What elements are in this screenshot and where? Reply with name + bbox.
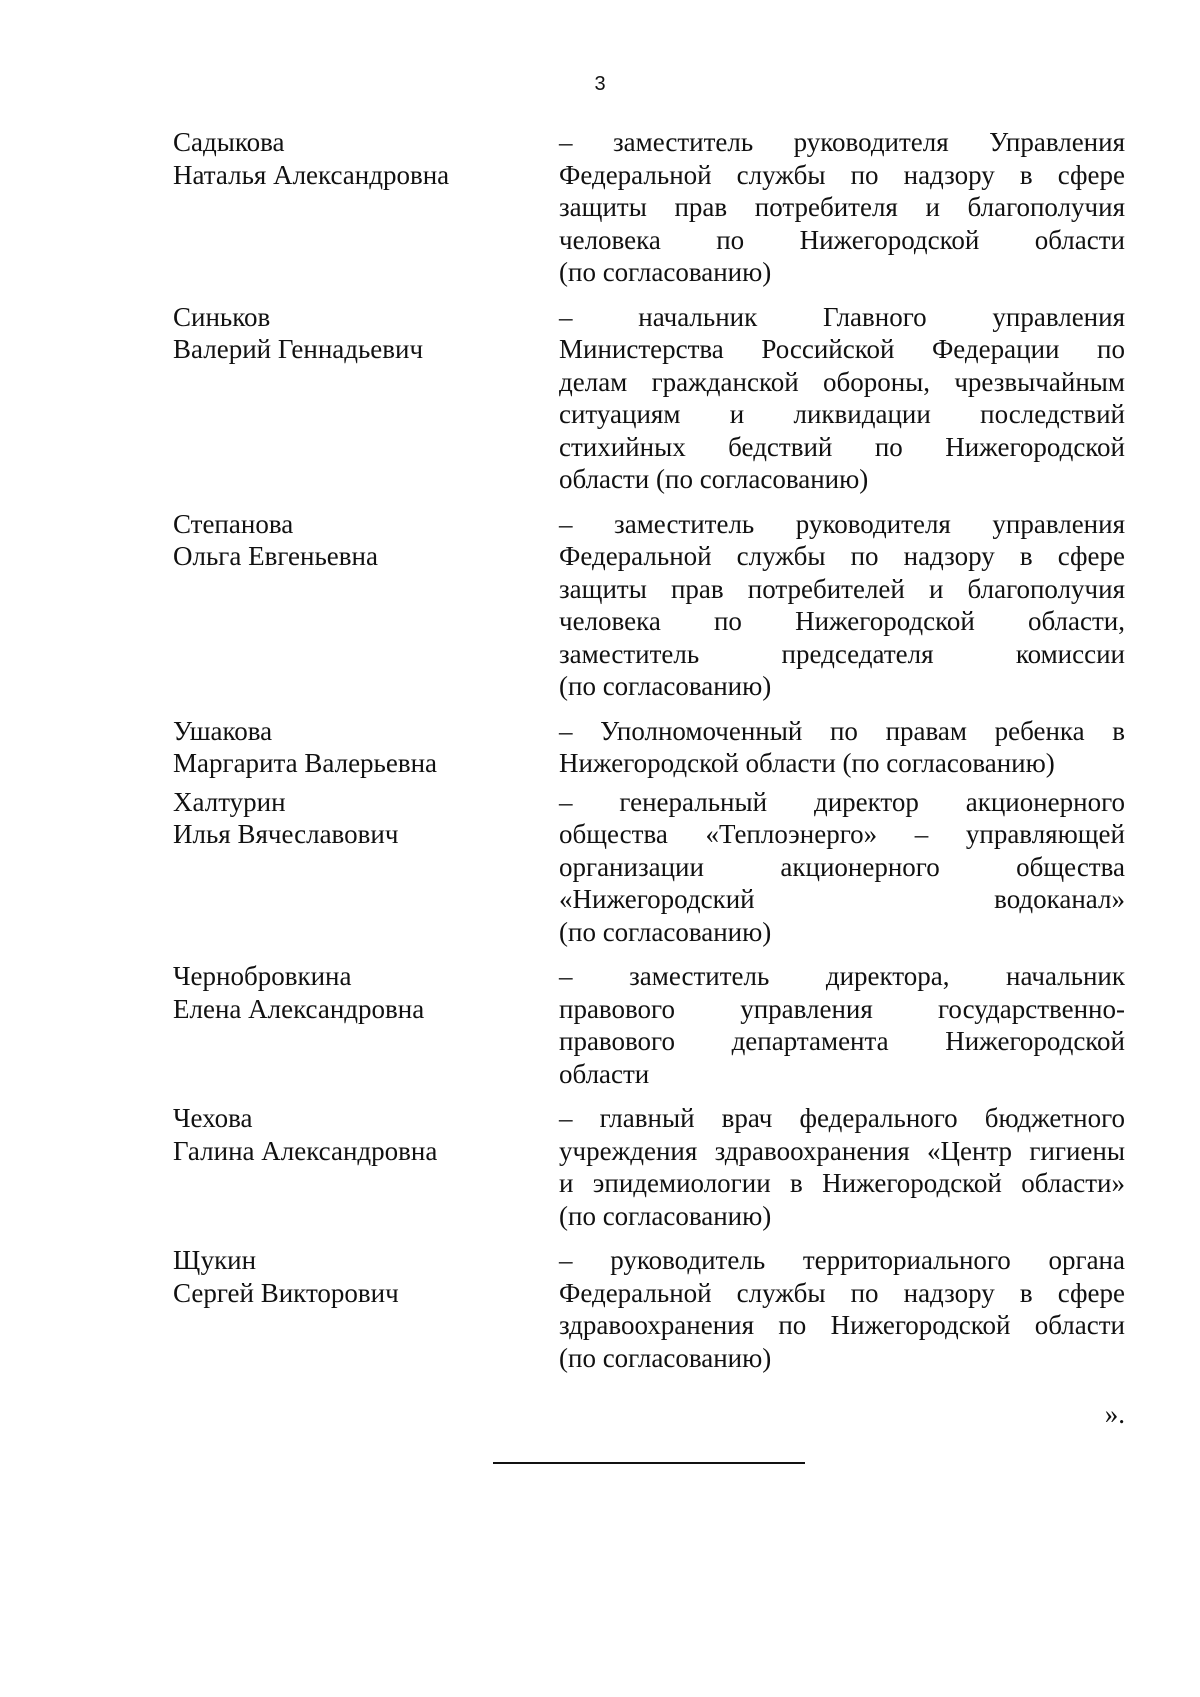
member-given-names: Ольга Евгеньевна: [173, 541, 378, 571]
duty-line: заместитель председателя комиссии: [559, 638, 1125, 669]
duty-line: (по согласованию): [559, 1200, 772, 1231]
duty-line: учреждения здравоохранения «Центр гигиены: [559, 1135, 1125, 1166]
member-name: [173, 786, 553, 949]
member-given-names: Илья Вячеславович: [173, 819, 399, 849]
member-duty: [559, 786, 1125, 949]
member-entry: [173, 1102, 1125, 1232]
duty-line: – главный врач федерального бюджетного: [559, 1103, 1125, 1133]
member-entry: [173, 508, 1125, 703]
duty-line: – начальник Главного управления: [559, 301, 1125, 332]
member-given-names: Маргарита Валерьевна: [173, 748, 438, 778]
member-duty: [559, 960, 1125, 1090]
member-surname: Щукин: [173, 1245, 257, 1275]
duty-line: защиты прав потребителя и благополучия: [559, 192, 1125, 222]
member-given-names: Елена Александровна: [173, 993, 425, 1024]
member-duty: [559, 126, 1125, 289]
member-name: [173, 508, 553, 703]
member-duty: [559, 1102, 1125, 1232]
duty-line: – руководитель территориального органа: [559, 1245, 1125, 1275]
member-given-names: Валерий Геннадьевич: [173, 334, 424, 364]
commission-members-list: [173, 126, 1125, 1386]
duty-line: человека по Нижегородской области: [559, 224, 1125, 255]
page-number: 3: [594, 73, 606, 95]
member-given-names: Наталья Александровна: [173, 159, 450, 190]
member-duty: [559, 508, 1125, 703]
member-surname: Степанова: [173, 508, 294, 539]
duty-line: организации акционерного общества: [559, 851, 1125, 882]
member-entry: [173, 126, 1125, 289]
member-entry: [173, 960, 1125, 1090]
duty-line: человека по Нижегородской области,: [559, 606, 1125, 636]
member-name: [173, 126, 553, 289]
duty-line: – заместитель руководителя Управления: [559, 127, 1125, 157]
duty-line: стихийных бедствий по Нижегородской: [559, 431, 1125, 462]
member-name: [173, 1244, 553, 1374]
duty-line: и эпидемиологии в Нижегородской области»: [559, 1168, 1125, 1198]
duty-line: (по согласованию): [559, 257, 772, 287]
duty-line: (по согласованию): [559, 916, 772, 947]
duty-line: – заместитель руководителя управления: [559, 508, 1125, 539]
member-duty: [559, 715, 1125, 780]
member-surname: Халтурин: [173, 786, 286, 817]
duty-line: правового департамента Нижегородской: [559, 1026, 1125, 1056]
member-surname: Садыкова: [173, 127, 285, 157]
member-entry: [173, 715, 1125, 780]
member-entry: [173, 301, 1125, 496]
member-name: [173, 1102, 553, 1232]
member-name: [173, 301, 553, 496]
duty-line: (по согласованию): [559, 671, 772, 701]
duty-line: общества «Теплоэнерго» – управляющей: [559, 819, 1125, 849]
duty-line: Федеральной службы по надзору в сфере: [559, 541, 1125, 571]
member-surname: Синьков: [173, 301, 271, 332]
duty-line: (по согласованию): [559, 1342, 772, 1373]
duty-line: «Нижегородский водоканал»: [559, 884, 1125, 914]
duty-line: – Уполномоченный по правам ребенка в: [559, 715, 1125, 746]
duty-line: ситуациям и ликвидации последствий: [559, 399, 1125, 429]
member-surname: Ушакова: [173, 715, 273, 746]
member-duty: [559, 1244, 1125, 1374]
duty-line: здравоохранения по Нижегородской области: [559, 1310, 1125, 1340]
member-given-names: Сергей Викторович: [173, 1277, 399, 1308]
duty-line: – генеральный директор акционерного: [559, 786, 1125, 817]
member-given-names: Галина Александровна: [173, 1135, 438, 1166]
duty-line: Нижегородской области (по согласованию): [559, 748, 1055, 778]
closing-quote: ».: [1104, 1399, 1125, 1429]
member-entry: [173, 786, 1125, 949]
member-surname: Чехова: [173, 1103, 253, 1133]
duty-line: делам гражданской обороны, чрезвычайным: [559, 366, 1125, 397]
member-name: [173, 960, 553, 1090]
duty-line: Федеральной службы по надзору в сфере: [559, 159, 1125, 190]
duty-line: Министерства Российской Федерации по: [559, 334, 1125, 364]
end-divider-line: [493, 1462, 805, 1464]
member-entry: [173, 1244, 1125, 1374]
duty-line: области (по согласованию): [559, 464, 869, 494]
duty-line: – заместитель директора, начальник: [559, 961, 1125, 991]
duty-line: правового управления государственно-: [559, 993, 1125, 1024]
member-duty: [559, 301, 1125, 496]
duty-line: Федеральной службы по надзору в сфере: [559, 1277, 1125, 1308]
duty-line: области: [559, 1058, 650, 1089]
duty-line: защиты прав потребителей и благополучия: [559, 573, 1125, 604]
member-name: [173, 715, 553, 780]
member-surname: Чернобровкина: [173, 961, 352, 991]
